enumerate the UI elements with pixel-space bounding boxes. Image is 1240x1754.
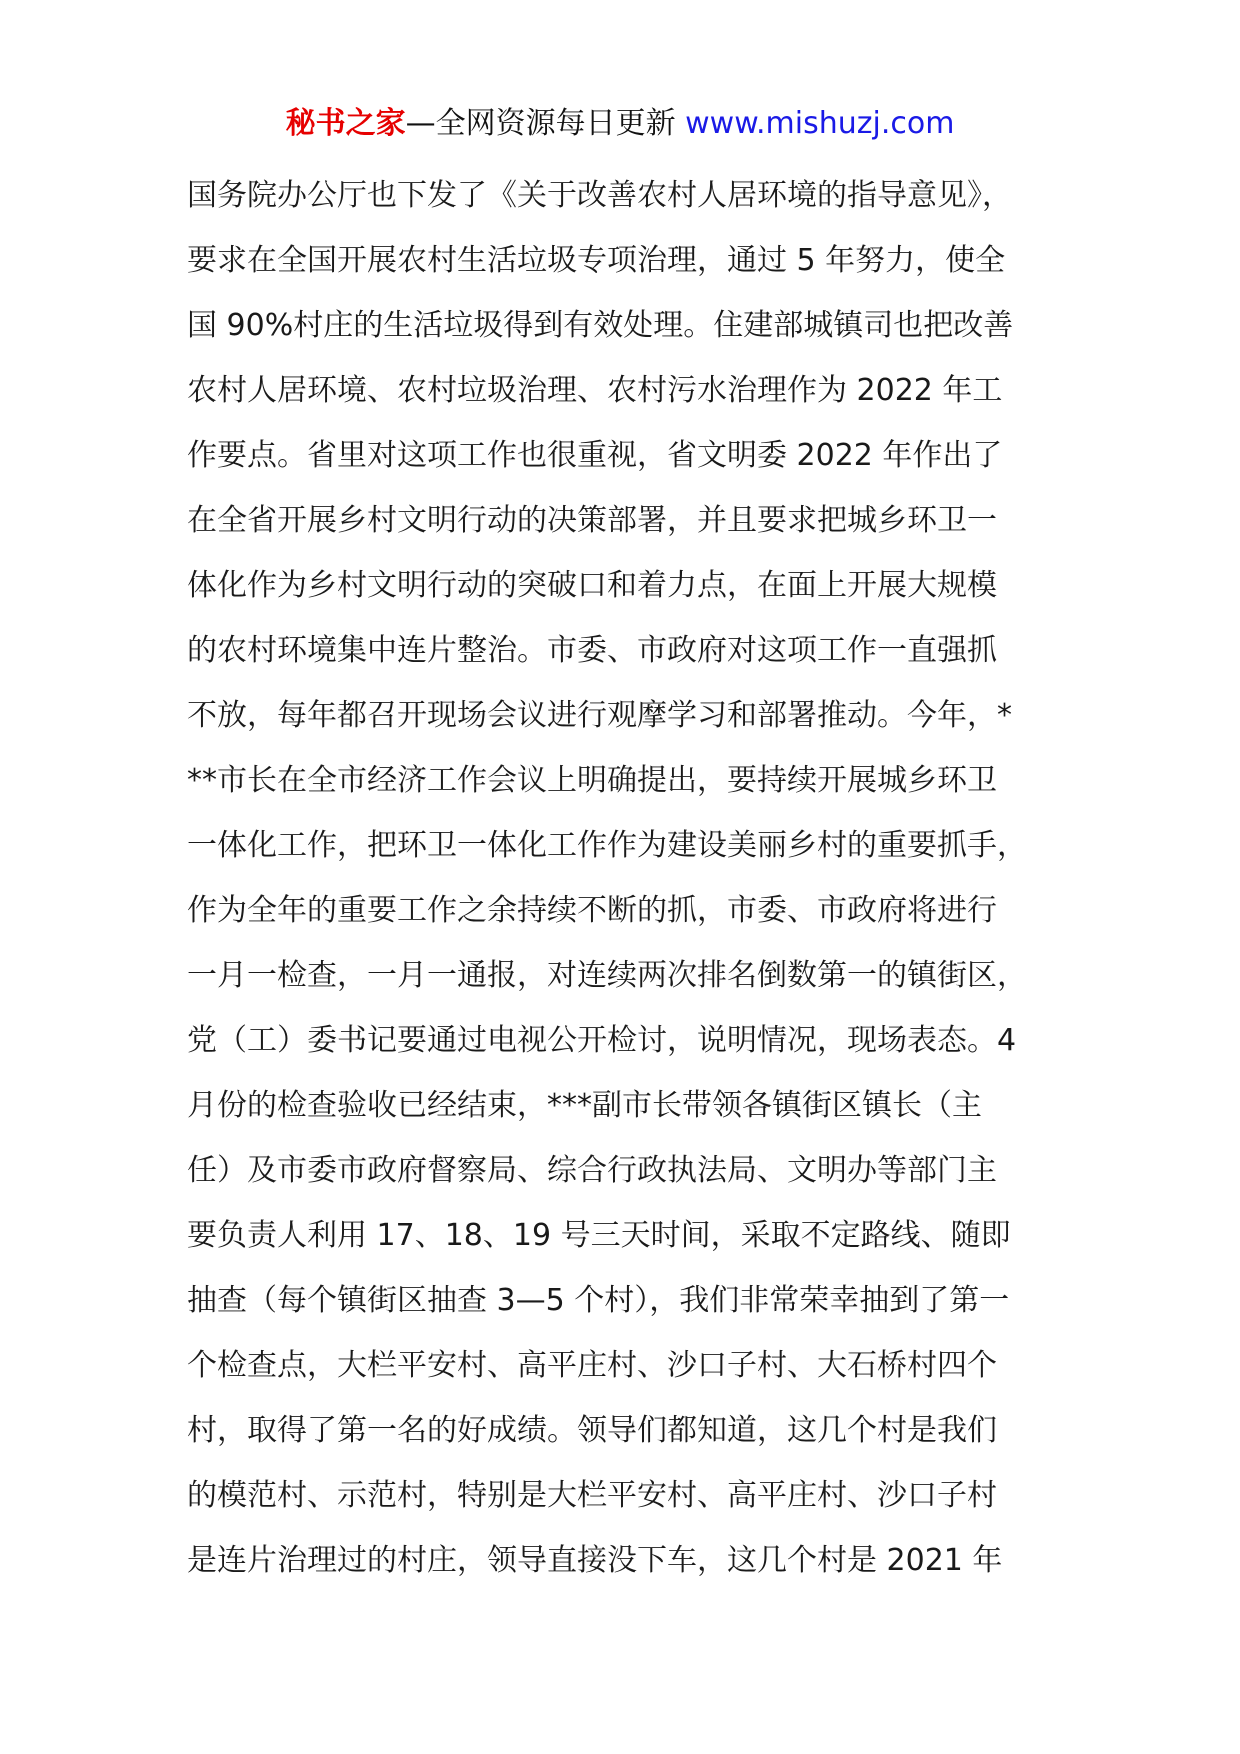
text-line: **市长在全市经济工作会议上明确提出，要持续开展城乡环卫 xyxy=(187,763,997,798)
text-line: 抽查（每个镇街区抽查 3—5 个村），我们非常荣幸抽到了第一 xyxy=(187,1283,1010,1318)
text-line: 在全省开展乡村文明行动的决策部署，并且要求把城乡环卫一 xyxy=(187,503,997,538)
text-line: 作为全年的重要工作之余持续不断的抓，市委、市政府将进行 xyxy=(187,893,997,928)
site-url-link[interactable]: www.mishuzj.com xyxy=(685,106,955,141)
text-line: 要求在全国开展农村生活垃圾专项治理，通过 5 年努力，使全 xyxy=(187,243,1006,278)
text-line: 农村人居环境、农村垃圾治理、农村污水治理作为 2022 年工 xyxy=(187,373,1003,408)
text-line: 村，取得了第一名的好成绩。领导们都知道，这几个村是我们 xyxy=(187,1413,997,1448)
site-brand: 秘书之家 xyxy=(285,106,406,141)
text-line: 体化作为乡村文明行动的突破口和着力点，在面上开展大规模 xyxy=(187,568,997,603)
document-body xyxy=(187,163,1087,1593)
text-line: 党（工）委书记要通过电视公开检讨，说明情况，现场表态。4 xyxy=(187,1023,1017,1058)
text-line: 国 90%村庄的生活垃圾得到有效处理。住建部城镇司也把改善 xyxy=(187,308,1014,343)
text-line: 国务院办公厅也下发了《关于改善农村人居环境的指导意见》， xyxy=(187,178,1012,213)
text-line: 一体化工作，把环卫一体化工作作为建设美丽乡村的重要抓手， xyxy=(187,828,1027,863)
text-line: 一月一检查，一月一通报，对连续两次排名倒数第一的镇街区， xyxy=(187,958,1027,993)
text-line: 要负责人利用 17、18、19 号三天时间，采取不定路线、随即 xyxy=(187,1218,1011,1253)
text-line: 作要点。省里对这项工作也很重视，省文明委 2022 年作出了 xyxy=(187,438,1003,473)
text-line: 个检查点，大栏平安村、高平庄村、沙口子村、大石桥村四个 xyxy=(187,1348,997,1383)
text-line: 是连片治理过的村庄，领导直接没下车，这几个村是 2021 年 xyxy=(187,1543,1003,1578)
text-line: 的模范村、示范村，特别是大栏平安村、高平庄村、沙口子村 xyxy=(187,1478,997,1513)
site-header xyxy=(0,100,1240,148)
site-slogan: —全网资源每日更新 xyxy=(405,106,676,141)
text-line: 的农村环境集中连片整治。市委、市政府对这项工作一直强抓 xyxy=(187,633,997,668)
text-line: 不放，每年都召开现场会议进行观摩学习和部署推动。今年，* xyxy=(187,698,1012,733)
text-line: 任）及市委市政府督察局、综合行政执法局、文明办等部门主 xyxy=(187,1153,997,1188)
text-line: 月份的检查验收已经结束，***副市长带领各镇街区镇长（主 xyxy=(187,1088,982,1123)
